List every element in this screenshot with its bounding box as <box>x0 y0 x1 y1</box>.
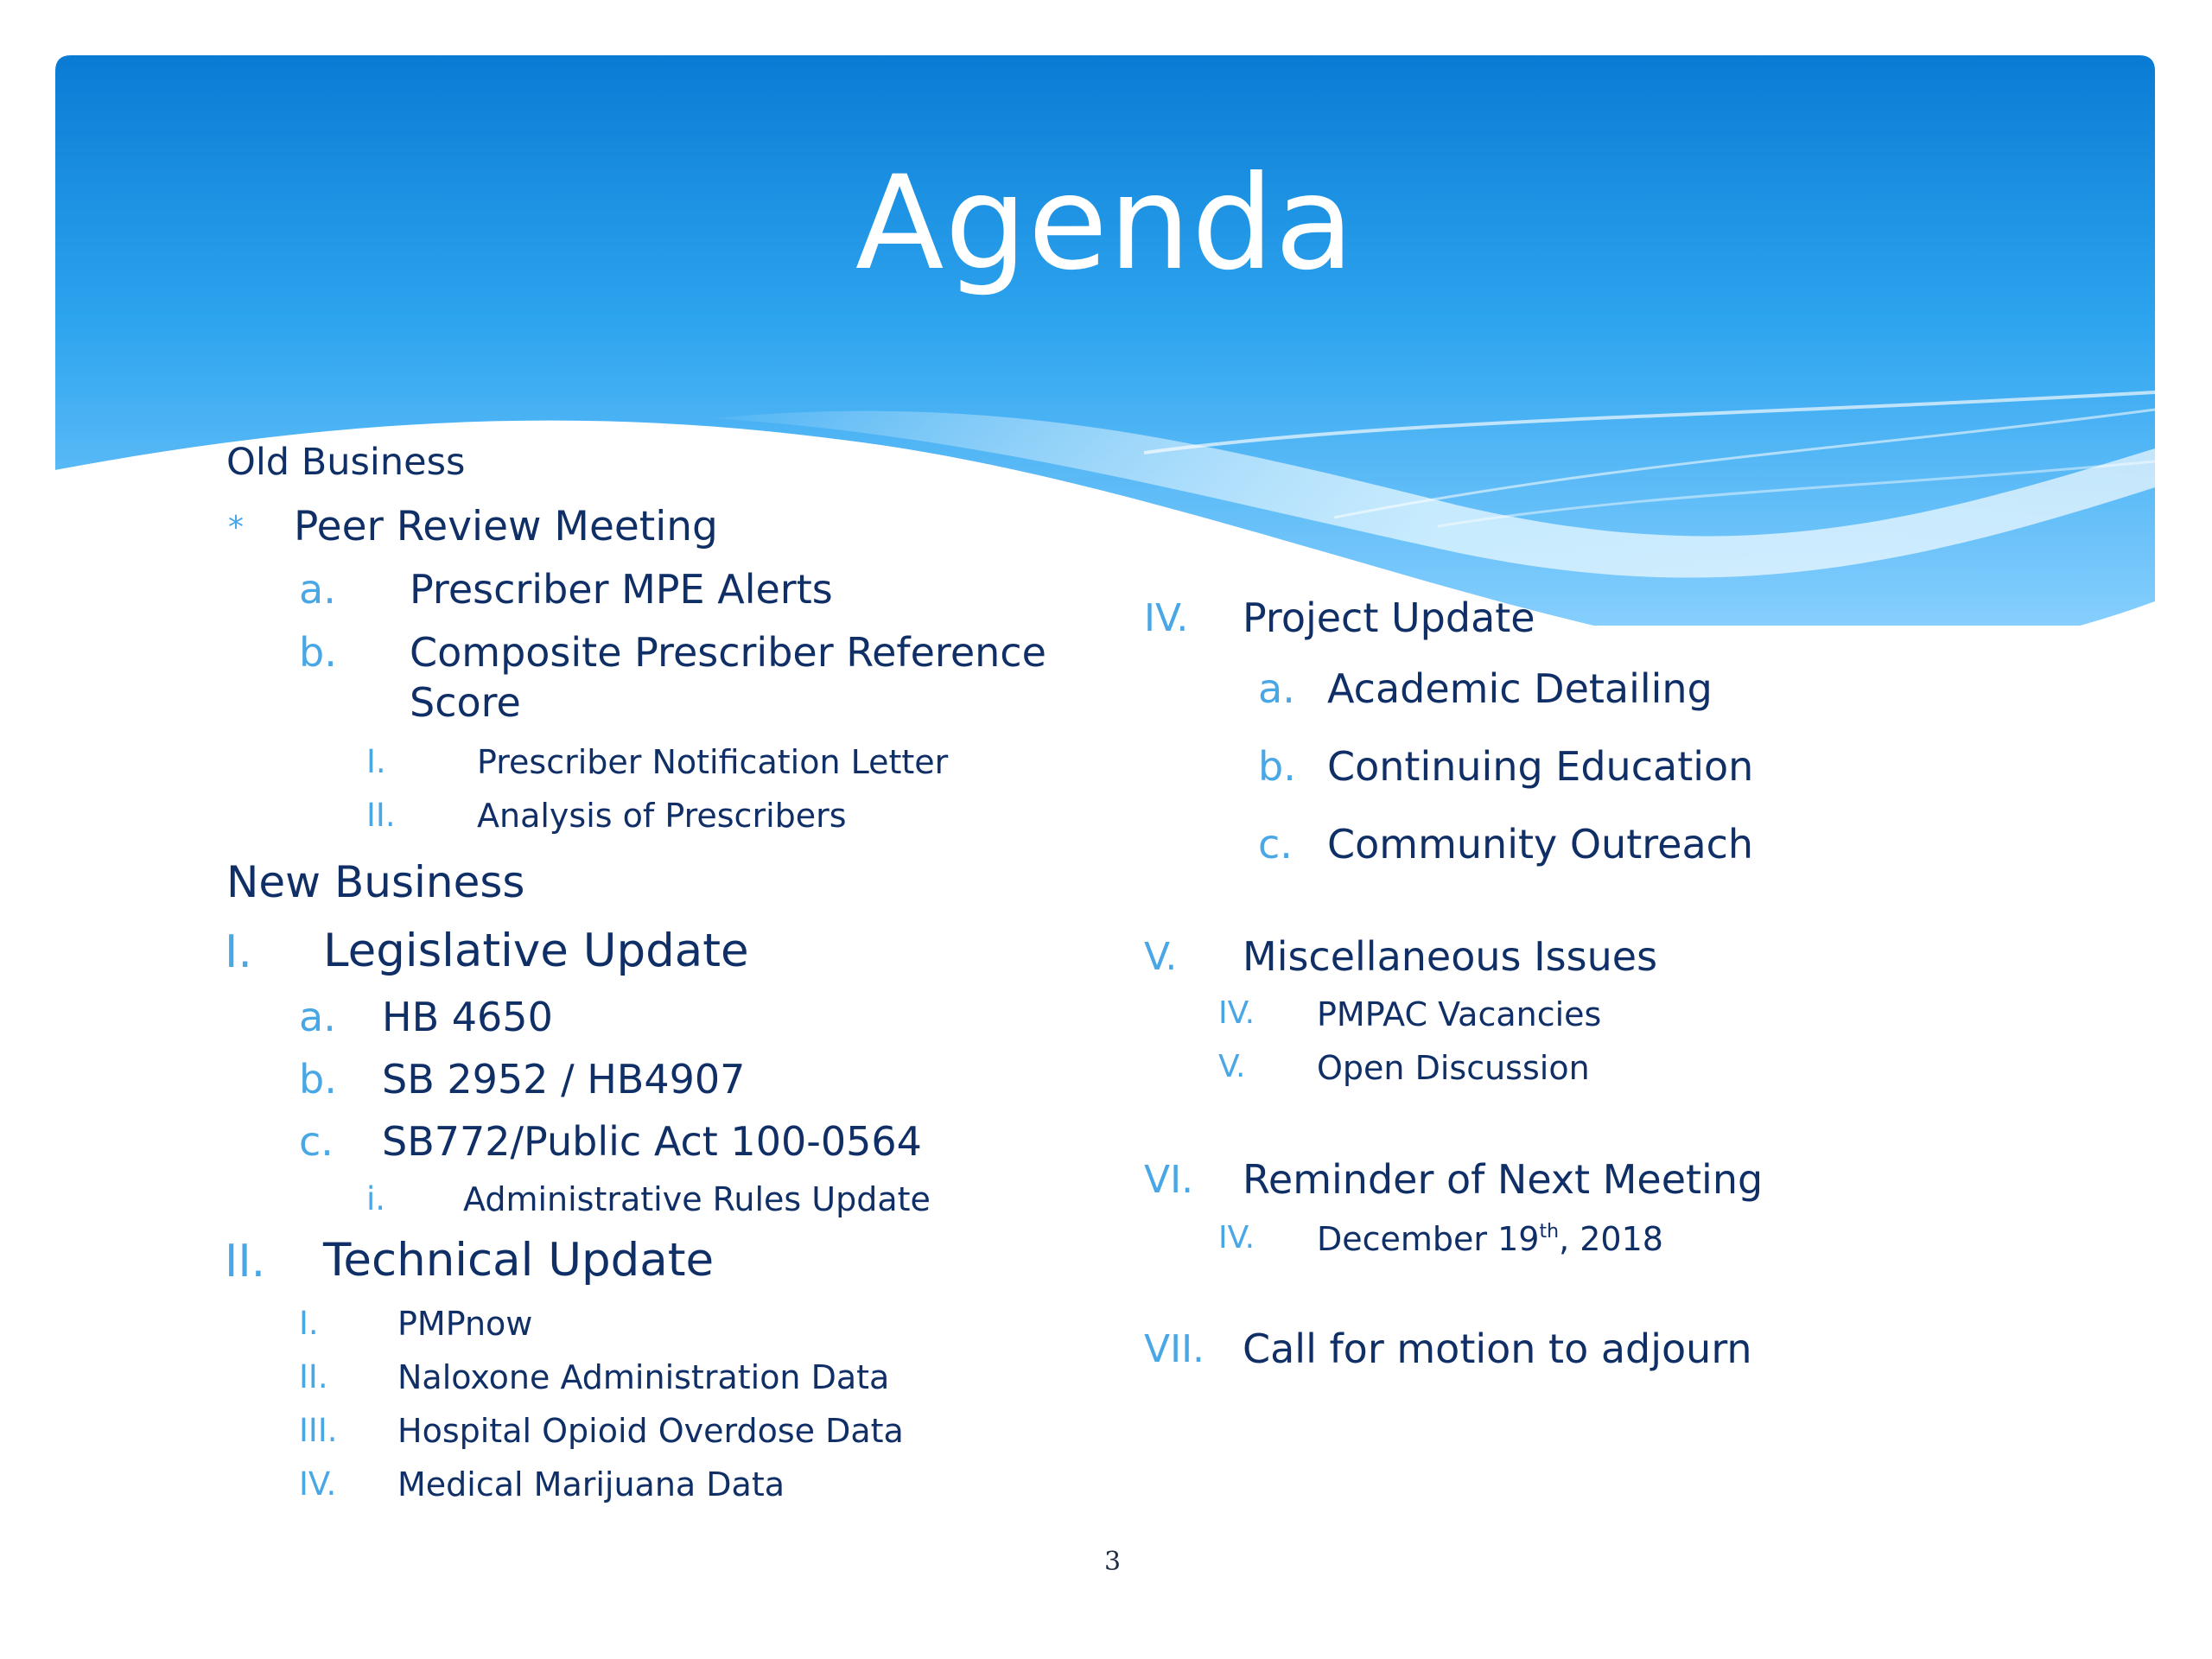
misc-item-marker-1: IV. <box>1218 995 1255 1031</box>
technical-item-medical-marijuana-data: Medical Marijuana Data <box>397 1465 785 1503</box>
technical-update-item: Technical Update <box>323 1234 715 1287</box>
misc-marker: V. <box>1144 935 1178 979</box>
legislative-item-hb-4650: HB 4650 <box>382 994 553 1040</box>
technical-item-marker-1: I. <box>299 1305 319 1342</box>
legislative-item-marker-b: b. <box>299 1056 337 1103</box>
legislative-item-sb-2952: SB 2952 / HB4907 <box>382 1056 746 1103</box>
project-item-academic-detailing: Academic Detailing <box>1327 665 1713 712</box>
old-business-subitem-marker-2: II. <box>366 797 396 834</box>
project-item-continuing-education: Continuing Education <box>1327 743 1754 790</box>
legislative-update-item: Legislative Update <box>323 925 749 977</box>
legislative-subitem-rules-update: Administrative Rules Update <box>463 1180 931 1218</box>
technical-item-naloxone-data: Naloxone Administration Data <box>397 1358 890 1396</box>
legislative-item-marker-a: a. <box>299 994 336 1040</box>
reminder-date-superscript: th <box>1539 1221 1560 1243</box>
project-marker: IV. <box>1144 596 1189 640</box>
technical-item-pmpnow: PMPnow <box>397 1305 533 1343</box>
misc-item-open-discussion: Open Discussion <box>1317 1049 1590 1087</box>
project-update-item: Project Update <box>1243 594 1535 641</box>
old-business-subitem-notification-letter: Prescriber Notification Letter <box>477 743 949 781</box>
technical-item-marker-4: IV. <box>299 1465 337 1503</box>
reminder-date-prefix: December 19 <box>1317 1220 1540 1258</box>
slide-title: Agenda <box>855 149 1356 299</box>
peer-review-item: Peer Review Meeting <box>294 503 718 550</box>
old-business-subitem-analysis-prescribers: Analysis of Prescribers <box>477 797 847 835</box>
old-business-item-composite-reference-wrap: Score <box>410 679 521 726</box>
old-business-item-marker-a: a. <box>299 566 336 613</box>
legislative-item-marker-c: c. <box>299 1118 334 1165</box>
old-business-subitem-marker-1: I. <box>366 743 386 780</box>
project-item-marker-a: a. <box>1258 665 1295 712</box>
old-business-item-marker-b: b. <box>299 629 337 676</box>
technical-item-hospital-opioid-data: Hospital Opioid Overdose Data <box>397 1412 904 1450</box>
reminder-next-meeting-item: Reminder of Next Meeting <box>1243 1156 1764 1203</box>
reminder-date-suffix: , 2018 <box>1559 1220 1663 1258</box>
old-business-heading: Old Business <box>226 441 466 484</box>
old-business-item-composite-reference: Composite Prescriber Reference <box>410 629 1046 676</box>
adjourn-marker: VII. <box>1144 1327 1205 1371</box>
project-item-community-outreach: Community Outreach <box>1327 821 1754 868</box>
legislative-marker: I. <box>225 926 252 978</box>
technical-item-marker-2: II. <box>299 1358 328 1395</box>
technical-item-marker-3: III. <box>299 1412 338 1449</box>
reminder-subitem-marker: IV. <box>1218 1220 1255 1255</box>
legislative-item-sb772: SB772/Public Act 100-0564 <box>382 1118 922 1165</box>
reminder-subitem-date <box>1317 1220 1663 1259</box>
reminder-marker: VI. <box>1144 1158 1194 1202</box>
legislative-subitem-marker: i. <box>366 1180 386 1217</box>
old-business-item-prescriber-mpe-alerts: Prescriber MPE Alerts <box>410 566 833 613</box>
project-item-marker-c: c. <box>1258 821 1293 868</box>
project-item-marker-b: b. <box>1258 743 1296 790</box>
call-for-motion-item: Call for motion to adjourn <box>1243 1325 1752 1372</box>
technical-marker: II. <box>225 1236 266 1287</box>
misc-item-marker-2: V. <box>1218 1049 1246 1084</box>
miscellaneous-issues-item: Miscellaneous Issues <box>1243 933 1658 980</box>
misc-item-pmpac-vacancies: PMPAC Vacancies <box>1317 995 1602 1033</box>
bullet-icon: * <box>228 510 244 545</box>
new-business-heading: New Business <box>226 857 525 907</box>
page-number: 3 <box>1104 1547 1122 1577</box>
